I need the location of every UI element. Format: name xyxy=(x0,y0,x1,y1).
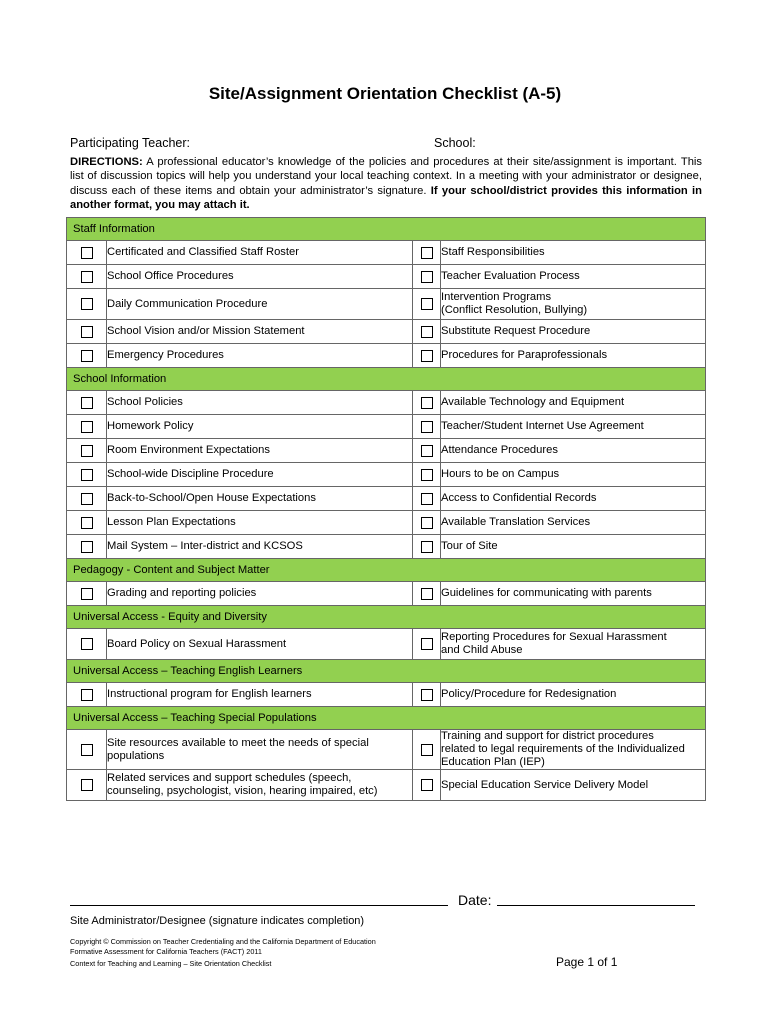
checklist-item-text: School Office Procedures xyxy=(107,270,234,282)
checklist-item-left xyxy=(107,487,413,511)
section-title: Universal Access – Teaching English Learners xyxy=(67,660,706,683)
checklist-item-text: Procedures for Paraprofessionals xyxy=(441,349,608,361)
checkbox[interactable] xyxy=(421,421,433,433)
checklist-item-left xyxy=(107,535,413,559)
checkbox-cell xyxy=(67,770,107,801)
checklist-item-text: Attendance Procedures xyxy=(441,444,558,456)
checklist-row xyxy=(67,511,706,535)
checkbox-cell xyxy=(67,535,107,559)
section-header xyxy=(67,660,706,683)
checklist-row xyxy=(67,439,706,463)
checkbox-cell xyxy=(413,683,441,707)
checkbox[interactable] xyxy=(421,541,433,553)
checkbox[interactable] xyxy=(81,397,93,409)
checklist-item-text: and Child Abuse xyxy=(441,644,523,656)
checkbox[interactable] xyxy=(81,421,93,433)
date-line[interactable] xyxy=(497,905,695,906)
checkbox-cell xyxy=(67,344,107,368)
section-title: Universal Access - Equity and Diversity xyxy=(67,606,706,629)
checklist-item-right xyxy=(441,629,706,660)
checkbox-cell xyxy=(413,344,441,368)
checkbox[interactable] xyxy=(421,493,433,505)
checklist-item-right xyxy=(441,770,706,801)
checklist-item-right xyxy=(441,535,706,559)
checkbox[interactable] xyxy=(421,469,433,481)
checklist-item-left xyxy=(107,770,413,801)
checkbox-cell xyxy=(67,439,107,463)
copyright-line: Copyright © Commission on Teacher Credentialing and the California Department of Education xyxy=(70,937,376,946)
checkbox[interactable] xyxy=(81,541,93,553)
section-header xyxy=(67,368,706,391)
checkbox[interactable] xyxy=(421,779,433,791)
checklist-item-right xyxy=(441,320,706,344)
checkbox[interactable] xyxy=(81,271,93,283)
checkbox-cell xyxy=(413,265,441,289)
checklist-item-text: Education Plan (IEP) xyxy=(441,756,545,768)
section-header xyxy=(67,606,706,629)
checkbox[interactable] xyxy=(81,350,93,362)
checkbox-cell xyxy=(67,487,107,511)
checklist-item-text: Mail System – Inter-district and KCSOS xyxy=(107,540,303,552)
checkbox-cell xyxy=(413,730,441,770)
checkbox-cell xyxy=(413,439,441,463)
checklist-item-text: Related services and support schedules (speech, xyxy=(107,772,352,784)
checkbox-cell xyxy=(67,265,107,289)
checkbox[interactable] xyxy=(421,326,433,338)
checkbox-cell xyxy=(413,241,441,265)
checkbox[interactable] xyxy=(81,326,93,338)
checkbox-cell xyxy=(67,629,107,660)
checklist-item-text: School Policies xyxy=(107,396,183,408)
checklist-item-text: Back-to-School/Open House Expectations xyxy=(107,492,316,504)
checkbox[interactable] xyxy=(81,469,93,481)
footer-context: Context for Teaching and Learning – Site Orientation Checklist xyxy=(70,959,272,968)
checkbox-cell xyxy=(413,463,441,487)
checkbox-cell xyxy=(413,582,441,606)
page-title: Site/Assignment Orientation Checklist (A-5) xyxy=(208,84,562,103)
checkbox[interactable] xyxy=(81,445,93,457)
checklist-item-left xyxy=(107,265,413,289)
checkbox[interactable] xyxy=(81,247,93,259)
checkbox-cell xyxy=(67,463,107,487)
checklist-item-text: Certificated and Classified Staff Roster xyxy=(107,246,299,258)
section-title: Universal Access – Teaching Special Populations xyxy=(67,707,706,730)
checklist-row xyxy=(67,582,706,606)
checklist-row xyxy=(67,730,706,770)
checklist-row xyxy=(67,463,706,487)
checklist-item-left xyxy=(107,439,413,463)
directions-paragraph xyxy=(70,155,702,213)
school-label: School: xyxy=(434,136,476,150)
directions-attach-note: If your school/district provides this information in another format, you may attach it. xyxy=(70,184,702,212)
checklist-item-left xyxy=(107,683,413,707)
checklist-item-right xyxy=(441,391,706,415)
checklist-row xyxy=(67,683,706,707)
checklist-item-text: Daily Communication Procedure xyxy=(107,297,268,310)
checkbox-cell xyxy=(67,683,107,707)
checkbox[interactable] xyxy=(421,247,433,259)
checkbox-cell xyxy=(67,415,107,439)
checklist-row xyxy=(67,629,706,660)
checkbox[interactable] xyxy=(81,779,93,791)
checklist-item-right xyxy=(441,289,706,320)
checklist-item-right xyxy=(441,487,706,511)
checkbox-cell xyxy=(413,289,441,320)
checkbox[interactable] xyxy=(421,638,433,650)
checklist-item-left xyxy=(107,463,413,487)
checklist-row xyxy=(67,487,706,511)
checklist-item-right xyxy=(441,241,706,265)
checklist-item-text: (Conflict Resolution, Bullying) xyxy=(441,304,588,316)
checklist-item-text: Site resources available to meet the needs of special xyxy=(107,736,369,749)
checklist-item-left xyxy=(107,344,413,368)
checklist-item-text: Policy/Procedure for Redesignation xyxy=(441,688,617,700)
section-title: Pedagogy - Content and Subject Matter xyxy=(67,559,706,582)
checklist-row xyxy=(67,770,706,801)
checklist-item-text: Intervention Programs xyxy=(441,291,552,303)
checklist-item-right xyxy=(441,511,706,535)
page-number: Page 1 of 1 xyxy=(556,955,618,969)
checklist-item-right xyxy=(441,730,706,770)
section-title: School Information xyxy=(67,368,706,391)
checklist-item-text: Room Environment Expectations xyxy=(107,444,270,456)
checkbox[interactable] xyxy=(81,638,93,650)
checklist-item-right xyxy=(441,265,706,289)
checkbox-cell xyxy=(413,770,441,801)
checkbox[interactable] xyxy=(421,397,433,409)
checklist-item-left xyxy=(107,511,413,535)
checklist-item-right xyxy=(441,463,706,487)
checklist-item-right xyxy=(441,439,706,463)
orientation-checklist-table xyxy=(66,217,706,801)
checkbox[interactable] xyxy=(421,298,433,310)
checklist-item-left xyxy=(107,289,413,320)
participating-teacher-label: Participating Teacher: xyxy=(70,136,190,150)
checklist-item-text: Instructional program for English learners xyxy=(107,688,312,700)
checkbox[interactable] xyxy=(421,517,433,529)
checkbox-cell xyxy=(413,535,441,559)
checkbox-cell xyxy=(413,320,441,344)
checklist-item-right xyxy=(441,415,706,439)
checkbox[interactable] xyxy=(421,744,433,756)
checklist-item-right xyxy=(441,344,706,368)
section-header xyxy=(67,559,706,582)
section-title: Staff Information xyxy=(67,218,706,241)
checkbox[interactable] xyxy=(421,445,433,457)
checkbox[interactable] xyxy=(81,689,93,701)
checklist-item-right xyxy=(441,683,706,707)
checklist-row xyxy=(67,289,706,320)
checkbox[interactable] xyxy=(421,588,433,600)
checkbox[interactable] xyxy=(421,689,433,701)
checkbox-cell xyxy=(67,730,107,770)
checkbox-cell xyxy=(67,511,107,535)
checklist-item-text: School Vision and/or Mission Statement xyxy=(107,325,305,337)
checklist-item-text: Emergency Procedures xyxy=(107,349,224,361)
checklist-item-text: Substitute Request Procedure xyxy=(441,325,591,337)
directions-label: DIRECTIONS: xyxy=(70,156,143,168)
checkbox[interactable] xyxy=(81,517,93,529)
signature-line[interactable] xyxy=(70,905,448,906)
checklist-item-left xyxy=(107,320,413,344)
checkbox-cell xyxy=(67,391,107,415)
checklist-row xyxy=(67,415,706,439)
checklist-row xyxy=(67,535,706,559)
checkbox-cell xyxy=(413,415,441,439)
signature-caption: Site Administrator/Designee (signature indicates completion) xyxy=(70,915,365,927)
checklist-item-text: Homework Policy xyxy=(107,420,194,432)
checkbox[interactable] xyxy=(81,298,93,310)
checklist-item-left xyxy=(107,241,413,265)
checkbox-cell xyxy=(67,289,107,320)
checklist-row xyxy=(67,344,706,368)
checkbox[interactable] xyxy=(421,271,433,283)
checkbox-cell xyxy=(413,511,441,535)
checklist-item-text: Guidelines for communicating with parents xyxy=(441,587,652,599)
checklist-item-text: Hours to be on Campus xyxy=(441,468,560,480)
copyright-notice xyxy=(70,937,376,956)
checklist-item-right xyxy=(441,582,706,606)
date-label: Date: xyxy=(458,892,492,908)
checkbox-cell xyxy=(413,487,441,511)
checklist-item-text: Special Education Service Delivery Model xyxy=(441,778,649,791)
checkbox-cell xyxy=(67,582,107,606)
section-header xyxy=(67,218,706,241)
checkbox-cell xyxy=(413,391,441,415)
directions-text: A professional educator’s knowledge of the policies and procedures at their site/assignment is important. This list of discussion topics will help you understand your local teaching context. In a meeting with your administrator or designee, discuss each of these items and obtain your administrator’s signature. xyxy=(70,156,702,197)
checklist-row xyxy=(67,265,706,289)
checklist-item-text: Access to Confidential Records xyxy=(441,492,597,504)
checklist-item-left xyxy=(107,582,413,606)
checklist-item-text: populations xyxy=(107,749,165,762)
checklist-item-text: School-wide Discipline Procedure xyxy=(107,468,274,480)
checklist-item-text: Available Technology and Equipment xyxy=(441,396,625,408)
checklist-item-text: Teacher/Student Internet Use Agreement xyxy=(441,420,644,432)
section-header xyxy=(67,707,706,730)
checklist-item-text: Teacher Evaluation Process xyxy=(441,270,580,282)
checklist-item-text: counseling, psychologist, vision, hearing impaired, etc) xyxy=(107,785,378,797)
checklist-item-left xyxy=(107,391,413,415)
checklist-item-text: Tour of Site xyxy=(441,540,498,552)
checklist-row xyxy=(67,320,706,344)
checklist-item-left xyxy=(107,415,413,439)
checkbox[interactable] xyxy=(81,744,93,756)
copyright-line: Formative Assessment for California Teachers (FACT) 2011 xyxy=(70,946,262,956)
checkbox-cell xyxy=(413,629,441,660)
checkbox[interactable] xyxy=(81,588,93,600)
checklist-item-text: Reporting Procedures for Sexual Harassment xyxy=(441,631,667,643)
checklist-item-text: related to legal requirements of the Individualized xyxy=(441,743,685,755)
checklist-item-text: Lesson Plan Expectations xyxy=(107,516,236,528)
checkbox-cell xyxy=(67,320,107,344)
checklist-item-text: Training and support for district procedures xyxy=(441,730,654,742)
checklist-item-text: Available Translation Services xyxy=(441,516,591,528)
checklist-item-text: Board Policy on Sexual Harassment xyxy=(107,637,287,650)
checklist-item-left xyxy=(107,629,413,660)
checkbox[interactable] xyxy=(421,350,433,362)
checklist-item-left xyxy=(107,730,413,770)
checkbox-cell xyxy=(67,241,107,265)
checklist-row xyxy=(67,391,706,415)
checklist-item-text: Staff Responsibilities xyxy=(441,246,545,258)
checklist-item-text: Grading and reporting policies xyxy=(107,587,257,599)
checkbox[interactable] xyxy=(81,493,93,505)
checklist-row xyxy=(67,241,706,265)
